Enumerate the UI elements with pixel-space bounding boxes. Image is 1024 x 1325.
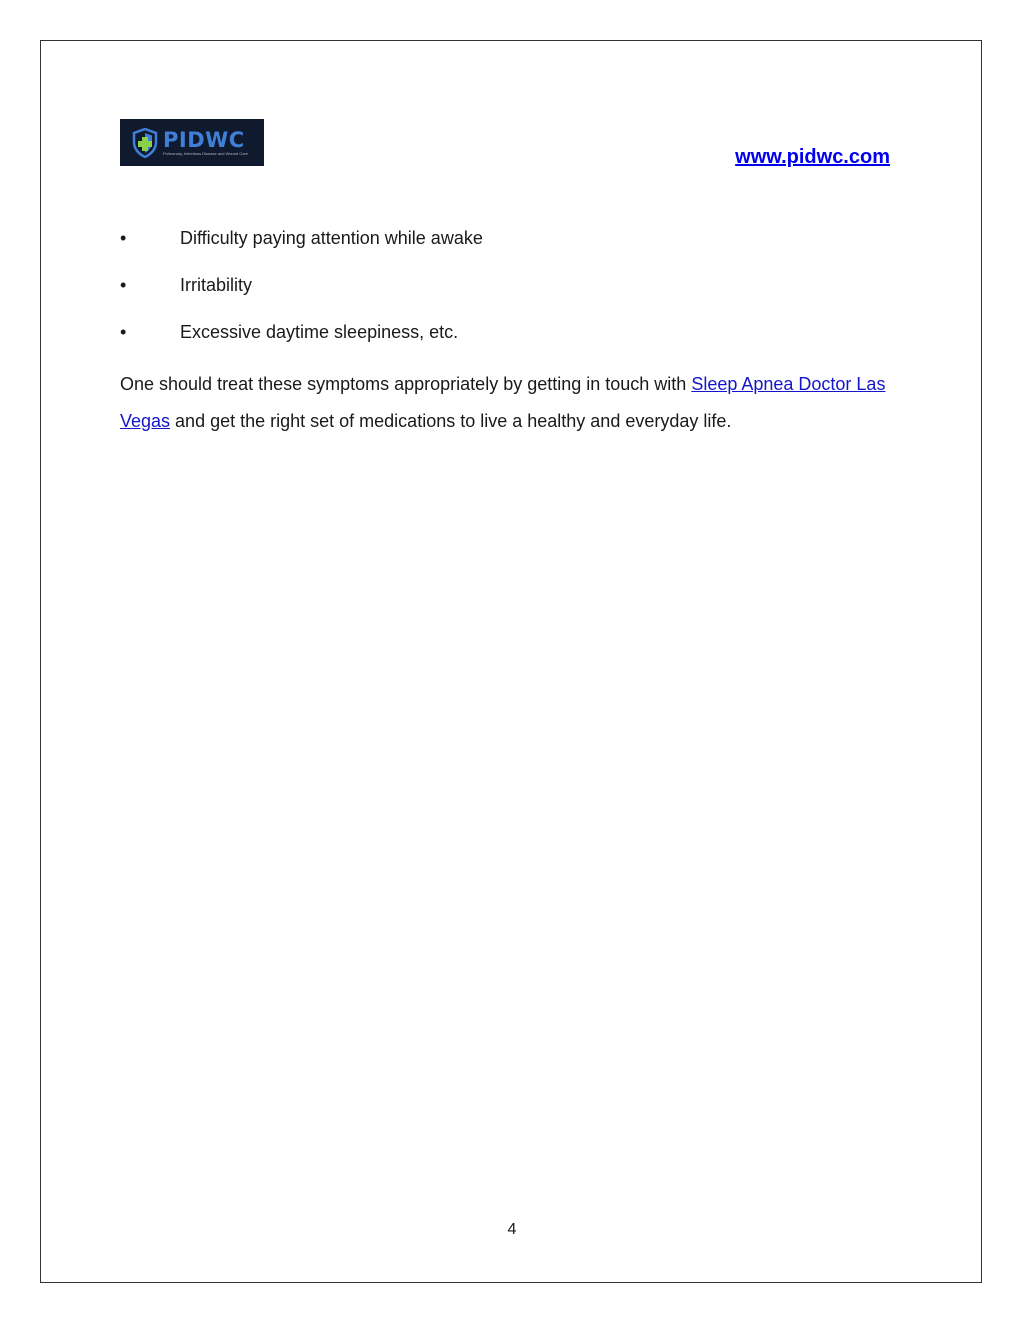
list-item-text: Difficulty paying attention while awake	[180, 228, 483, 248]
list-item	[120, 273, 483, 320]
bullet-marker: •	[120, 322, 127, 342]
logo-wordmark: PIDWC	[163, 128, 245, 152]
pidwc-logo	[120, 119, 264, 166]
logo-tagline: Pulmonary, Infectious Disease and Wound Care	[163, 151, 249, 156]
list-item	[120, 226, 483, 273]
shield-cross-icon	[132, 128, 158, 158]
bullet-marker: •	[120, 275, 127, 295]
website-link[interactable]: www.pidwc.com	[735, 146, 890, 168]
paragraph-text-start: One should treat these symptoms appropriately by getting in touch with	[120, 374, 692, 394]
sleep-apnea-doctor-link[interactable]: Sleep Apnea Doctor Las Vegas	[120, 374, 886, 431]
bullet-marker: •	[120, 228, 127, 248]
symptom-list	[120, 226, 483, 367]
list-item-text: Irritability	[180, 275, 253, 295]
list-item	[120, 320, 483, 367]
list-item-text: Excessive daytime sleepiness, etc.	[180, 322, 459, 342]
page-number: 4	[507, 1221, 517, 1238]
body-paragraph	[120, 366, 910, 440]
paragraph-text-end: and get the right set of medications to live a healthy and everyday life.	[170, 411, 732, 431]
